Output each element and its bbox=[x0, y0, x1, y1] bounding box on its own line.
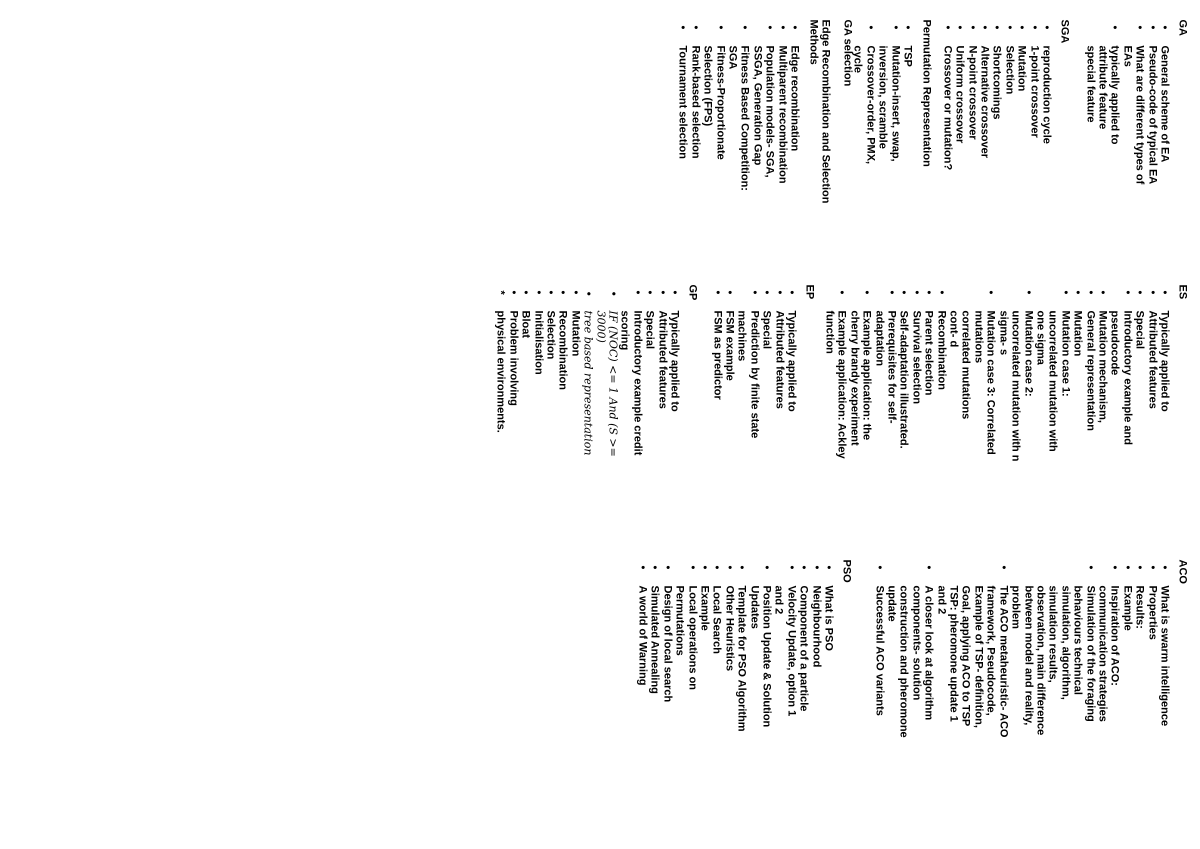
list-item: • 1-point crossover bbox=[1028, 20, 1040, 195]
list-item-continuation: special feature bbox=[1084, 45, 1097, 123]
heading-sga: SGA bbox=[1058, 19, 1071, 44]
list-item: • Attributed features bbox=[656, 285, 668, 475]
list-item-star: * physical environments. bbox=[494, 285, 506, 475]
heading-es: ES bbox=[1176, 284, 1189, 300]
list-item-continuation: TSP: pheromone update 1 bbox=[947, 585, 960, 722]
list-item: • Selection bbox=[544, 285, 556, 475]
list-ga bbox=[1084, 20, 1171, 195]
list-item: • Special bbox=[1133, 285, 1145, 475]
list-item-continuation: Selection (FPS) bbox=[701, 45, 714, 127]
list-item-continuation: Goal, applying ACO to TSP bbox=[960, 585, 972, 727]
list-item: • Mutation case 2: bbox=[1022, 285, 1034, 475]
list-item-continuation: and 2 bbox=[935, 585, 948, 615]
heading-edge-recombination-line1: Edge Recombination and Selection bbox=[819, 19, 832, 204]
list-item: • Alternative crossover bbox=[978, 20, 990, 195]
list-aco bbox=[873, 560, 1171, 760]
list-item: • Other Heuristics bbox=[723, 560, 735, 760]
list-item-continuation: sigma- s bbox=[997, 310, 1010, 356]
list-item: • Parent selection bbox=[922, 285, 934, 475]
list-item-italic: • tree based representation bbox=[581, 285, 593, 475]
list-item-continuation: function bbox=[823, 310, 836, 354]
list-pso bbox=[636, 560, 835, 760]
list-item-continuation: update bbox=[885, 585, 898, 622]
list-item-continuation: and 2 bbox=[772, 585, 785, 615]
list-item-continuation: Permutations bbox=[673, 585, 686, 656]
list-item: • Crossover or mutation? bbox=[941, 20, 953, 195]
list-item-continuation: inversion, scramble bbox=[876, 45, 889, 149]
heading-ga-selection: GA selection bbox=[841, 19, 854, 87]
list-item: • Attributed features bbox=[1146, 285, 1158, 475]
list-item: • Introductory example and bbox=[1121, 285, 1133, 475]
list-item-continuation: EAs bbox=[1121, 45, 1134, 67]
list-gp bbox=[494, 285, 680, 475]
list-item-continuation: framework, Pseudocode, bbox=[984, 585, 997, 716]
list-item: • Survival selection bbox=[910, 285, 922, 475]
list-item: • Inspiration of ACO: bbox=[1108, 560, 1120, 760]
list-item-continuation: construction and pheromone bbox=[897, 585, 910, 738]
list-edge-selection bbox=[676, 20, 800, 195]
list-item-continuation: SSGA, Generation Gap bbox=[751, 45, 764, 166]
list-item: • Bloat bbox=[519, 285, 531, 475]
list-item: • Fitness Based Competition: bbox=[738, 20, 750, 195]
list-item: • Position Update & Solution bbox=[760, 560, 772, 760]
list-item-continuation: 3000) bbox=[594, 310, 608, 343]
list-item: • Crossover-order, PMX, cycle bbox=[851, 20, 876, 195]
list-item: • Mutation bbox=[1015, 20, 1027, 195]
list-item-continuation: adaptation bbox=[873, 310, 886, 367]
list-item-continuation: machines bbox=[735, 310, 748, 362]
list-item: • Example application: the bbox=[860, 285, 872, 475]
list-item: • Typically applied to bbox=[668, 285, 680, 475]
list-item: • Typically applied to bbox=[785, 285, 797, 475]
list-item: • Example bbox=[698, 560, 710, 760]
heading-aco: ACO bbox=[1176, 559, 1189, 584]
list-item: • Recombination bbox=[935, 285, 947, 475]
list-item: • General representation bbox=[1084, 285, 1096, 475]
list-item: • General scheme of EA bbox=[1158, 20, 1170, 195]
heading-ga: GA bbox=[1176, 19, 1189, 36]
list-item: • Attributed features bbox=[773, 285, 785, 475]
list-item: • Mutation mechanism, bbox=[1096, 285, 1108, 475]
list-item: • Fitness-Proportionate bbox=[714, 20, 726, 195]
list-item: • Results: bbox=[1133, 560, 1145, 760]
list-item: • Example bbox=[1121, 560, 1133, 760]
list-item-continuation: uncorrelated mutation with bbox=[1046, 310, 1059, 452]
list-item-continuation: behaviours technical bbox=[1071, 585, 1084, 695]
list-item-continuation: between model and reality, bbox=[1022, 585, 1035, 726]
list-item: • Neighbourhood bbox=[810, 560, 822, 760]
list-item-continuation: pseudocode bbox=[1108, 310, 1121, 376]
list-item-continuation: uncorrelated mutation with n bbox=[1009, 310, 1022, 462]
list-item: • Velocity Update, option 1 bbox=[785, 560, 797, 760]
list-item-continuation: problem bbox=[1009, 585, 1022, 629]
list-item-continuation: simulation results, bbox=[1046, 585, 1059, 683]
heading-permutation: Permutation Representation bbox=[920, 19, 933, 167]
list-item: • Special bbox=[760, 285, 772, 475]
list-item-continuation: simulation, algorithm, bbox=[1059, 585, 1072, 700]
list-item: • Mutation-insert, swap, bbox=[889, 20, 901, 195]
list-item: • Recombination bbox=[556, 285, 568, 475]
list-item: • What are different types of bbox=[1133, 20, 1145, 195]
list-item: • Multiparent recombination bbox=[776, 20, 788, 195]
rotated-document-page bbox=[1, 0, 1200, 849]
heading-ep: EP bbox=[803, 284, 816, 300]
list-item: • Properties bbox=[1146, 560, 1158, 760]
list-item: • Rank-based selection bbox=[689, 20, 701, 195]
list-item: • Local Search bbox=[710, 560, 722, 760]
list-item: • A world of Warning bbox=[636, 560, 648, 760]
list-item-continuation: Example of TSP- definition, bbox=[972, 585, 985, 728]
list-item: • typically applied to bbox=[1108, 20, 1120, 195]
list-ep bbox=[711, 285, 798, 475]
list-item: • Template for PSO Algorithm bbox=[735, 560, 747, 760]
heading-pso: PSO bbox=[840, 559, 853, 583]
list-item: • FSM as predictor bbox=[711, 285, 723, 475]
list-item: • Design of local search bbox=[661, 560, 673, 760]
list-item: • What is PSO bbox=[822, 560, 834, 760]
list-item-continuation: cont- d bbox=[947, 310, 960, 348]
list-item: • Special bbox=[643, 285, 655, 475]
list-item-continuation: Updates bbox=[748, 585, 761, 629]
list-item: • Typically applied to bbox=[1158, 285, 1170, 475]
list-item: • Local operations on bbox=[686, 560, 698, 760]
list-item-continuation: scoring bbox=[618, 310, 631, 351]
list-item: • The ACO metaheuristic- ACO bbox=[997, 560, 1009, 760]
list-item: • Component of a particle bbox=[797, 560, 809, 760]
list-item: • A closer look at algorithm bbox=[922, 560, 934, 760]
list-item-continuation: mutations bbox=[972, 310, 985, 364]
list-item: • Prediction by finite state bbox=[748, 285, 760, 475]
list-item: • Introductory example credit bbox=[631, 285, 643, 475]
list-item-continuation: observation, main difference bbox=[1034, 585, 1047, 736]
list-item: • Shortcomings bbox=[990, 20, 1002, 195]
list-item-continuation: cherry brandy experiment bbox=[848, 310, 861, 446]
list-item: • Mutation case 3: Correlated bbox=[984, 285, 996, 475]
list-item: • Successful ACO variants bbox=[873, 560, 885, 760]
list-item: • Self-adaptation illustrated. bbox=[898, 285, 910, 475]
list-item: • Mutation case 1: bbox=[1059, 285, 1071, 475]
list-item: • Problem involving bbox=[507, 285, 519, 475]
list-item: • Prerequisites for self- bbox=[885, 285, 897, 475]
list-item: • Selection bbox=[1003, 20, 1015, 195]
list-item: • Tournament selection bbox=[676, 20, 688, 195]
list-item-continuation: correlated mutations bbox=[960, 310, 972, 420]
list-sga bbox=[941, 20, 1053, 195]
list-item-continuation: SGA bbox=[726, 45, 739, 70]
list-item: • Population models- SGA, bbox=[763, 20, 775, 195]
list-item-continuation: one sigma bbox=[1034, 310, 1047, 365]
list-item-continuation: attribute feature bbox=[1096, 45, 1109, 130]
list-item-continuation: components- solution bbox=[910, 585, 923, 701]
list-item: • Pseudo-code of typical EA bbox=[1146, 20, 1158, 195]
list-item: • Simulation of the foraging bbox=[1084, 560, 1096, 760]
list-item: • TSP bbox=[901, 20, 913, 195]
heading-edge-recombination-line2: Methods bbox=[807, 19, 820, 65]
list-item: • Initialisation bbox=[532, 285, 544, 475]
list-item: • Simulated Annealing bbox=[648, 560, 660, 760]
list-item: • Edge recombination bbox=[788, 20, 800, 195]
list-item: • Mutation bbox=[569, 285, 581, 475]
list-permutation bbox=[851, 20, 913, 195]
list-item-continuation: communication strategies bbox=[1096, 585, 1109, 722]
list-es bbox=[823, 285, 1170, 475]
heading-gp: GP bbox=[686, 284, 699, 301]
list-item: • Mutation bbox=[1071, 285, 1083, 475]
list-item: • N-point crossover bbox=[966, 20, 978, 195]
list-item-formula: • IF (NOC) <= 1 And (S >= bbox=[606, 285, 618, 475]
list-item: • What is swarm intelligence bbox=[1158, 560, 1170, 760]
list-item: • FSM example bbox=[723, 285, 735, 475]
list-item: • Example application: Ackley bbox=[836, 285, 848, 475]
list-item: • reproduction cycle bbox=[1040, 20, 1052, 195]
list-item: • Uniform crossover bbox=[953, 20, 965, 195]
